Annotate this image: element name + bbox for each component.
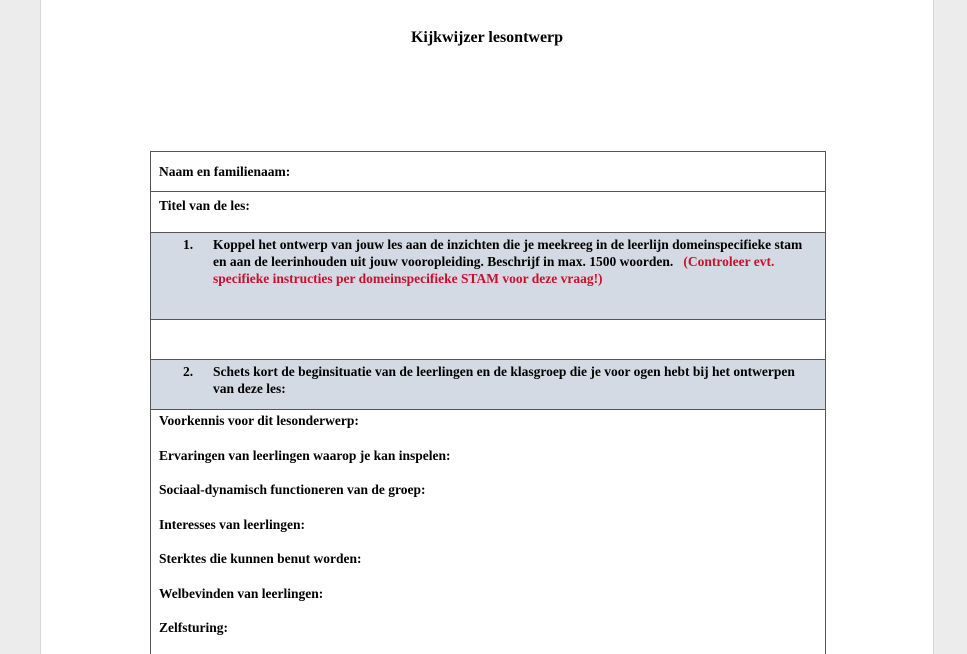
lesson-title-label: Titel van de les: <box>159 198 250 213</box>
name-label: Naam en familienaam: <box>159 164 291 179</box>
detail-welbevinden: Welbevinden van leerlingen: <box>159 585 324 601</box>
lesson-title-row[interactable] <box>151 192 825 233</box>
question-2-row <box>151 360 825 410</box>
detail-voorkennis: Voorkennis voor dit lesonderwerp: <box>159 413 359 428</box>
document-page <box>40 0 934 654</box>
detail-sterktes: Sterktes die kunnen benut worden: <box>159 551 362 566</box>
document-title: Kijkwijzer lesontwerp <box>410 29 564 46</box>
form-table <box>150 151 826 654</box>
question-1-row <box>151 233 825 320</box>
detail-zelfsturing: Zelfsturing: <box>159 620 228 635</box>
question-2-text: Schets kort de beginsituatie van de leerlingen en de klasgroep die je voor ogen hebt bij het ontwerpen van deze les: <box>213 364 795 396</box>
beginsituatie-details[interactable] <box>151 410 825 654</box>
detail-ervaringen: Ervaringen van leerlingen waarop je kan inspelen: <box>159 447 451 463</box>
question-1-note: (Controleer evt. specifieke instructies per domeinspecifieke STAM voor deze vraag!) <box>213 254 775 286</box>
name-row[interactable] <box>151 152 825 192</box>
question-1-text <box>213 236 813 287</box>
question-1-number: 1. <box>183 237 194 252</box>
question-2-number: 2. <box>183 364 194 379</box>
detail-interesses: Interesses van leerlingen: <box>159 516 305 532</box>
detail-sociaal-dynamisch: Sociaal-dynamisch functioneren van de groep: <box>159 482 426 497</box>
question-1-answer-field[interactable] <box>151 320 825 360</box>
question-1-body: Koppel het ontwerp van jouw les aan de inzichten die je meekreeg in de leerlijn domeinspecifieke stam en aan de leerinhouden uit jouw vooropleiding. Beschrijf in max. 1500 woorden. <box>213 237 803 269</box>
